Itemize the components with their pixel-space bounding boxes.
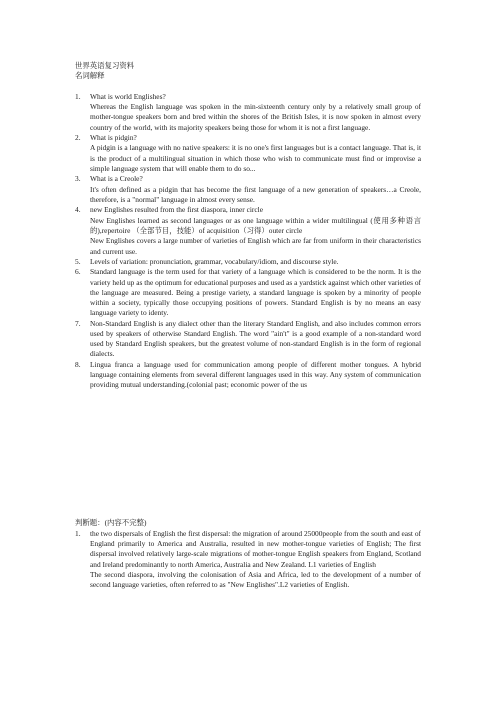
item-question: Levels of variation: pronunciation, grammar, vocabulary/idiom, and discourse style. [90,257,339,267]
item-answer: Standard language is the term used for that variety of a language which is considered to be the norm. It is the variety held up as the optimum for educational purposes and used as a yardstick against which other varieties of the language are measured. Being a prestige variety, a standard language is spoken by a minority of people within a society, typically those occupying positions of powers. Standard English is by no means an easy language variety to identy. [90,267,421,318]
item-answer: It's often defined as a pidgin that has become the first language of a new generation of speakers…a Creole, therefore, is a "normal" language in almost every sense. [90,184,421,204]
section-title-judgments: 判断题：(内容不完整) [75,518,147,527]
judgment-item [75,529,427,591]
item-number: 5. [75,257,81,267]
item-answer: A pidgin is a language with no native speakers: it is no one's first languages but is a contact language. That is, it is the product of a multilingual situation in which those who wish to communicate must find or improvise a simple language system that will enable them to do so... [90,143,421,173]
item-number: 7. [75,318,81,328]
item-answer: the two dispersals of English the first dispersal: the migration of around 25000people from the south and east of England primarily to America and Australia, resulted in new mother-tongue varieties of English; The first dispersal involved relatively large-scale migrations of mother-tongue English speakers from England, Scotland and Ireland predominantly to north America, Australia and New Zealand. L1 varieties of English [90,529,421,569]
item-number: 6. [75,267,81,277]
item-question: What is a Creole? [90,174,143,184]
item-answer: Lingua franca a language used for communication among people of different mother tongues. A hybrid language containing elements from several different languages used in this way. Any system of communication providing mutual understanding.(colonial past; economic power of the us [90,360,421,390]
definition-item [75,174,427,205]
definition-item [75,267,427,318]
item-number: 3. [75,174,81,184]
item-number: 4. [75,205,81,215]
item-answer: Non-Standard English is any dialect other than the literary Standard English, and also includes common errors used by speakers of otherwise Standard English. The word "ain't" is a good example of a non-standard word used by Standard English speakers, but the greatest volume of non-standard English is in the form of regional dialects. [90,318,421,359]
definition-item [75,205,427,256]
item-number: 8. [75,360,81,370]
section-title-definitions: 名词解释 [75,71,105,81]
definition-item [75,92,427,133]
item-answer: New Englishes learned as second languages or as one language within a wider multilingual (使用多种语言的),repertoire （全部节目，技能）of acquisition（习得）outer circle [90,215,421,235]
item-number: 1. [75,92,81,101]
definition-item [75,360,427,391]
definition-item [75,133,427,174]
item-answer: New Englishes covers a large number of varieties of English which are far from uniform in their characteristics and current use. [90,236,421,256]
item-number: 1. [75,529,81,538]
item-question: What is world Englishes? [90,92,166,101]
document-title: 世界英语复习资料 [75,61,135,70]
definition-item [75,257,427,267]
item-answer: Whereas the English language was spoken in the min-sixteenth century only by a relatively small group of mother-tongue speakers born and bred within the shores of the British Isles, it is now spoken in almost every country of the world, with its majority speakers being those for whom it is not a first language. [90,102,421,132]
definition-item [75,319,427,360]
item-answer: The second diaspora, involving the colonisation of Asia and Africa, led to the development of a number of second language varieties, often referred to as "New Englishes".L2 varieties of English. [90,570,421,590]
document-header [75,61,435,81]
item-question: new Englishes resulted from the first diaspora, inner circle [90,205,264,215]
judgments-list [75,529,427,591]
item-question: What is pidgin? [90,133,137,143]
definitions-list [75,92,427,391]
item-number: 2. [75,133,81,143]
